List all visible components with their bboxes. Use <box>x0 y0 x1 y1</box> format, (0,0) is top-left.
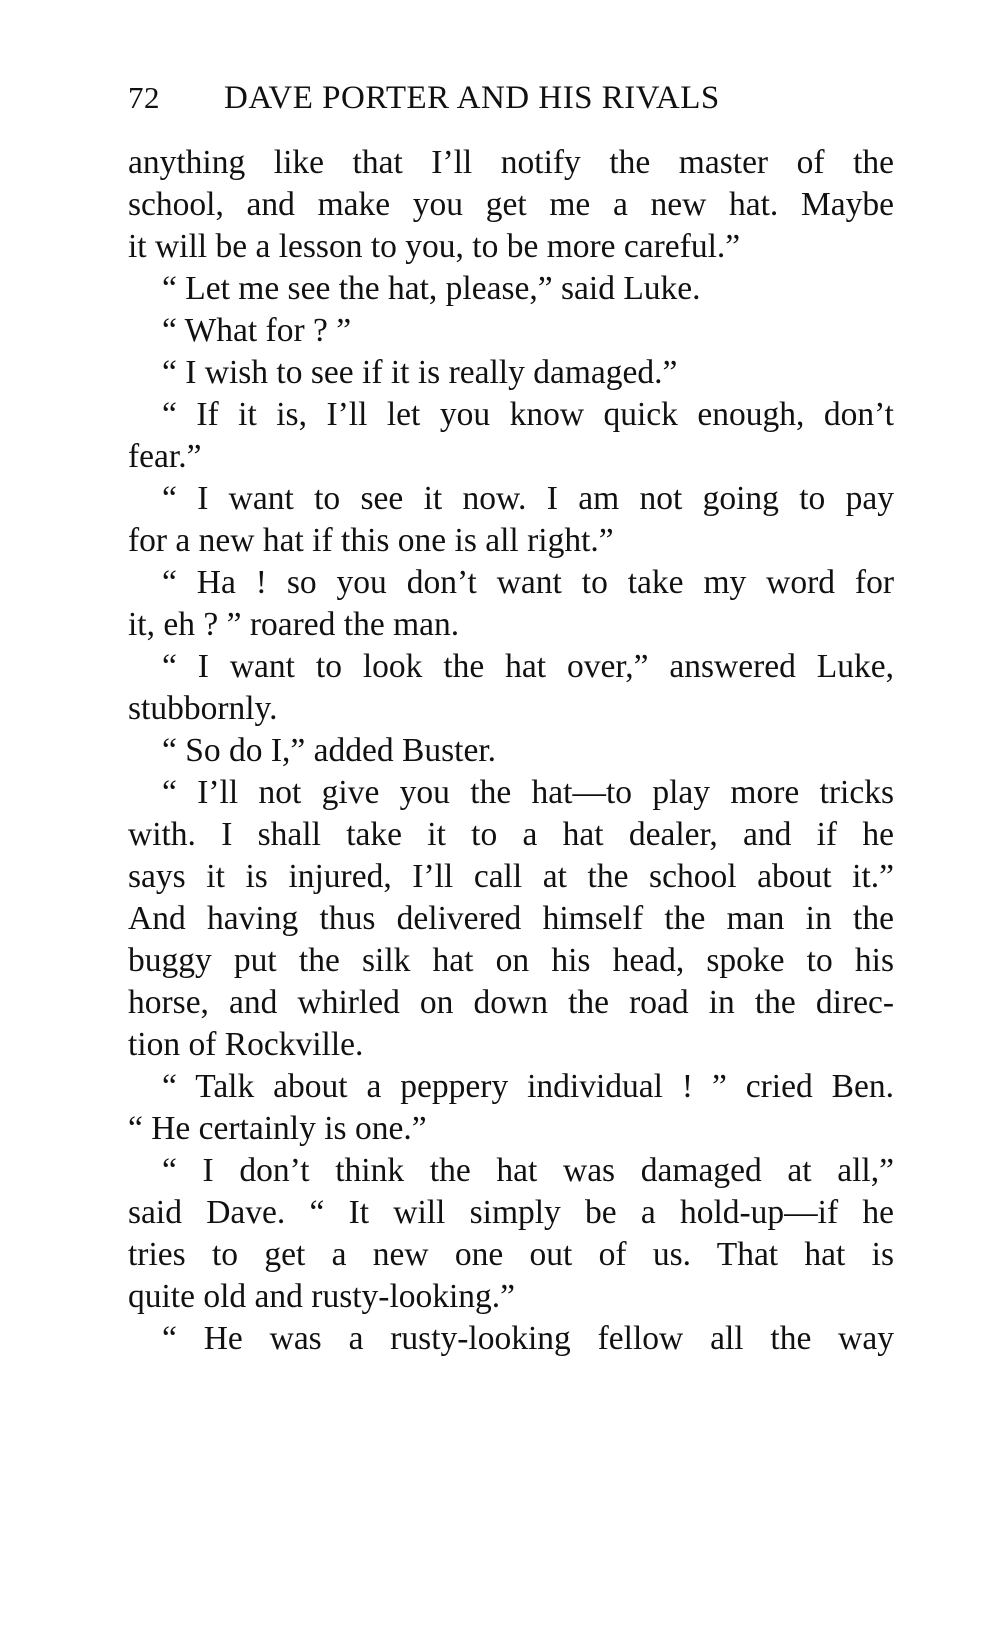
text-line: buggy put the silk hat on his head, spoke to his <box>128 942 894 979</box>
text-line: horse, and whirled on down the road in the direc- <box>128 984 894 1021</box>
text-line: “ So do I,” added Buster. <box>162 732 497 769</box>
text-line: stubbornly. <box>128 690 278 727</box>
text-line: “ I don’t think the hat was damaged at all,” <box>162 1152 894 1189</box>
text-line: “ I want to see it now. I am not going to pay <box>162 480 894 517</box>
text-line: it, eh ? ” roared the man. <box>128 606 460 643</box>
text-line: anything like that I’ll notify the master of the <box>128 144 894 181</box>
text-line: “ He certainly is one.” <box>128 1110 427 1147</box>
text-line: quite old and rusty-looking.” <box>128 1278 516 1315</box>
body-text <box>128 142 894 1360</box>
text-line: “ He was a rusty-looking fellow all the way <box>162 1320 894 1357</box>
text-line: “ Let me see the hat, please,” said Luke. <box>162 270 701 307</box>
text-line: tries to get a new one out of us. That hat is <box>128 1236 894 1273</box>
text-line: said Dave. “ It will simply be a hold-up—if he <box>128 1194 894 1231</box>
book-title: DAVE PORTER AND HIS RIVALS <box>224 80 720 116</box>
text-line: “ I want to look the hat over,” answered Luke, <box>162 648 894 685</box>
text-line: says it is injured, I’ll call at the school about it.” <box>128 858 894 895</box>
text-line: school, and make you get me a new hat. Maybe <box>128 186 894 223</box>
text-line: fear.” <box>128 438 202 475</box>
text-line: “ Ha ! so you don’t want to take my word for <box>162 564 894 601</box>
running-head <box>128 76 798 120</box>
text-line: tion of Rockville. <box>128 1026 364 1063</box>
text-line: “ Talk about a peppery individual ! ” cried Ben. <box>162 1068 894 1105</box>
text-line: “ If it is, I’ll let you know quick enough, don’t <box>162 396 894 433</box>
text-line: it will be a lesson to you, to be more careful.” <box>128 228 741 265</box>
text-line: “ What for ? ” <box>162 312 352 349</box>
text-line: “ I’ll not give you the hat—to play more tricks <box>162 774 894 811</box>
text-line: And having thus delivered himself the man in the <box>128 900 894 937</box>
text-line: for a new hat if this one is all right.” <box>128 522 614 559</box>
text-line: with. I shall take it to a hat dealer, and if he <box>128 816 894 853</box>
text-line: “ I wish to see if it is really damaged.” <box>162 354 678 391</box>
page-number: 72 <box>128 80 160 115</box>
